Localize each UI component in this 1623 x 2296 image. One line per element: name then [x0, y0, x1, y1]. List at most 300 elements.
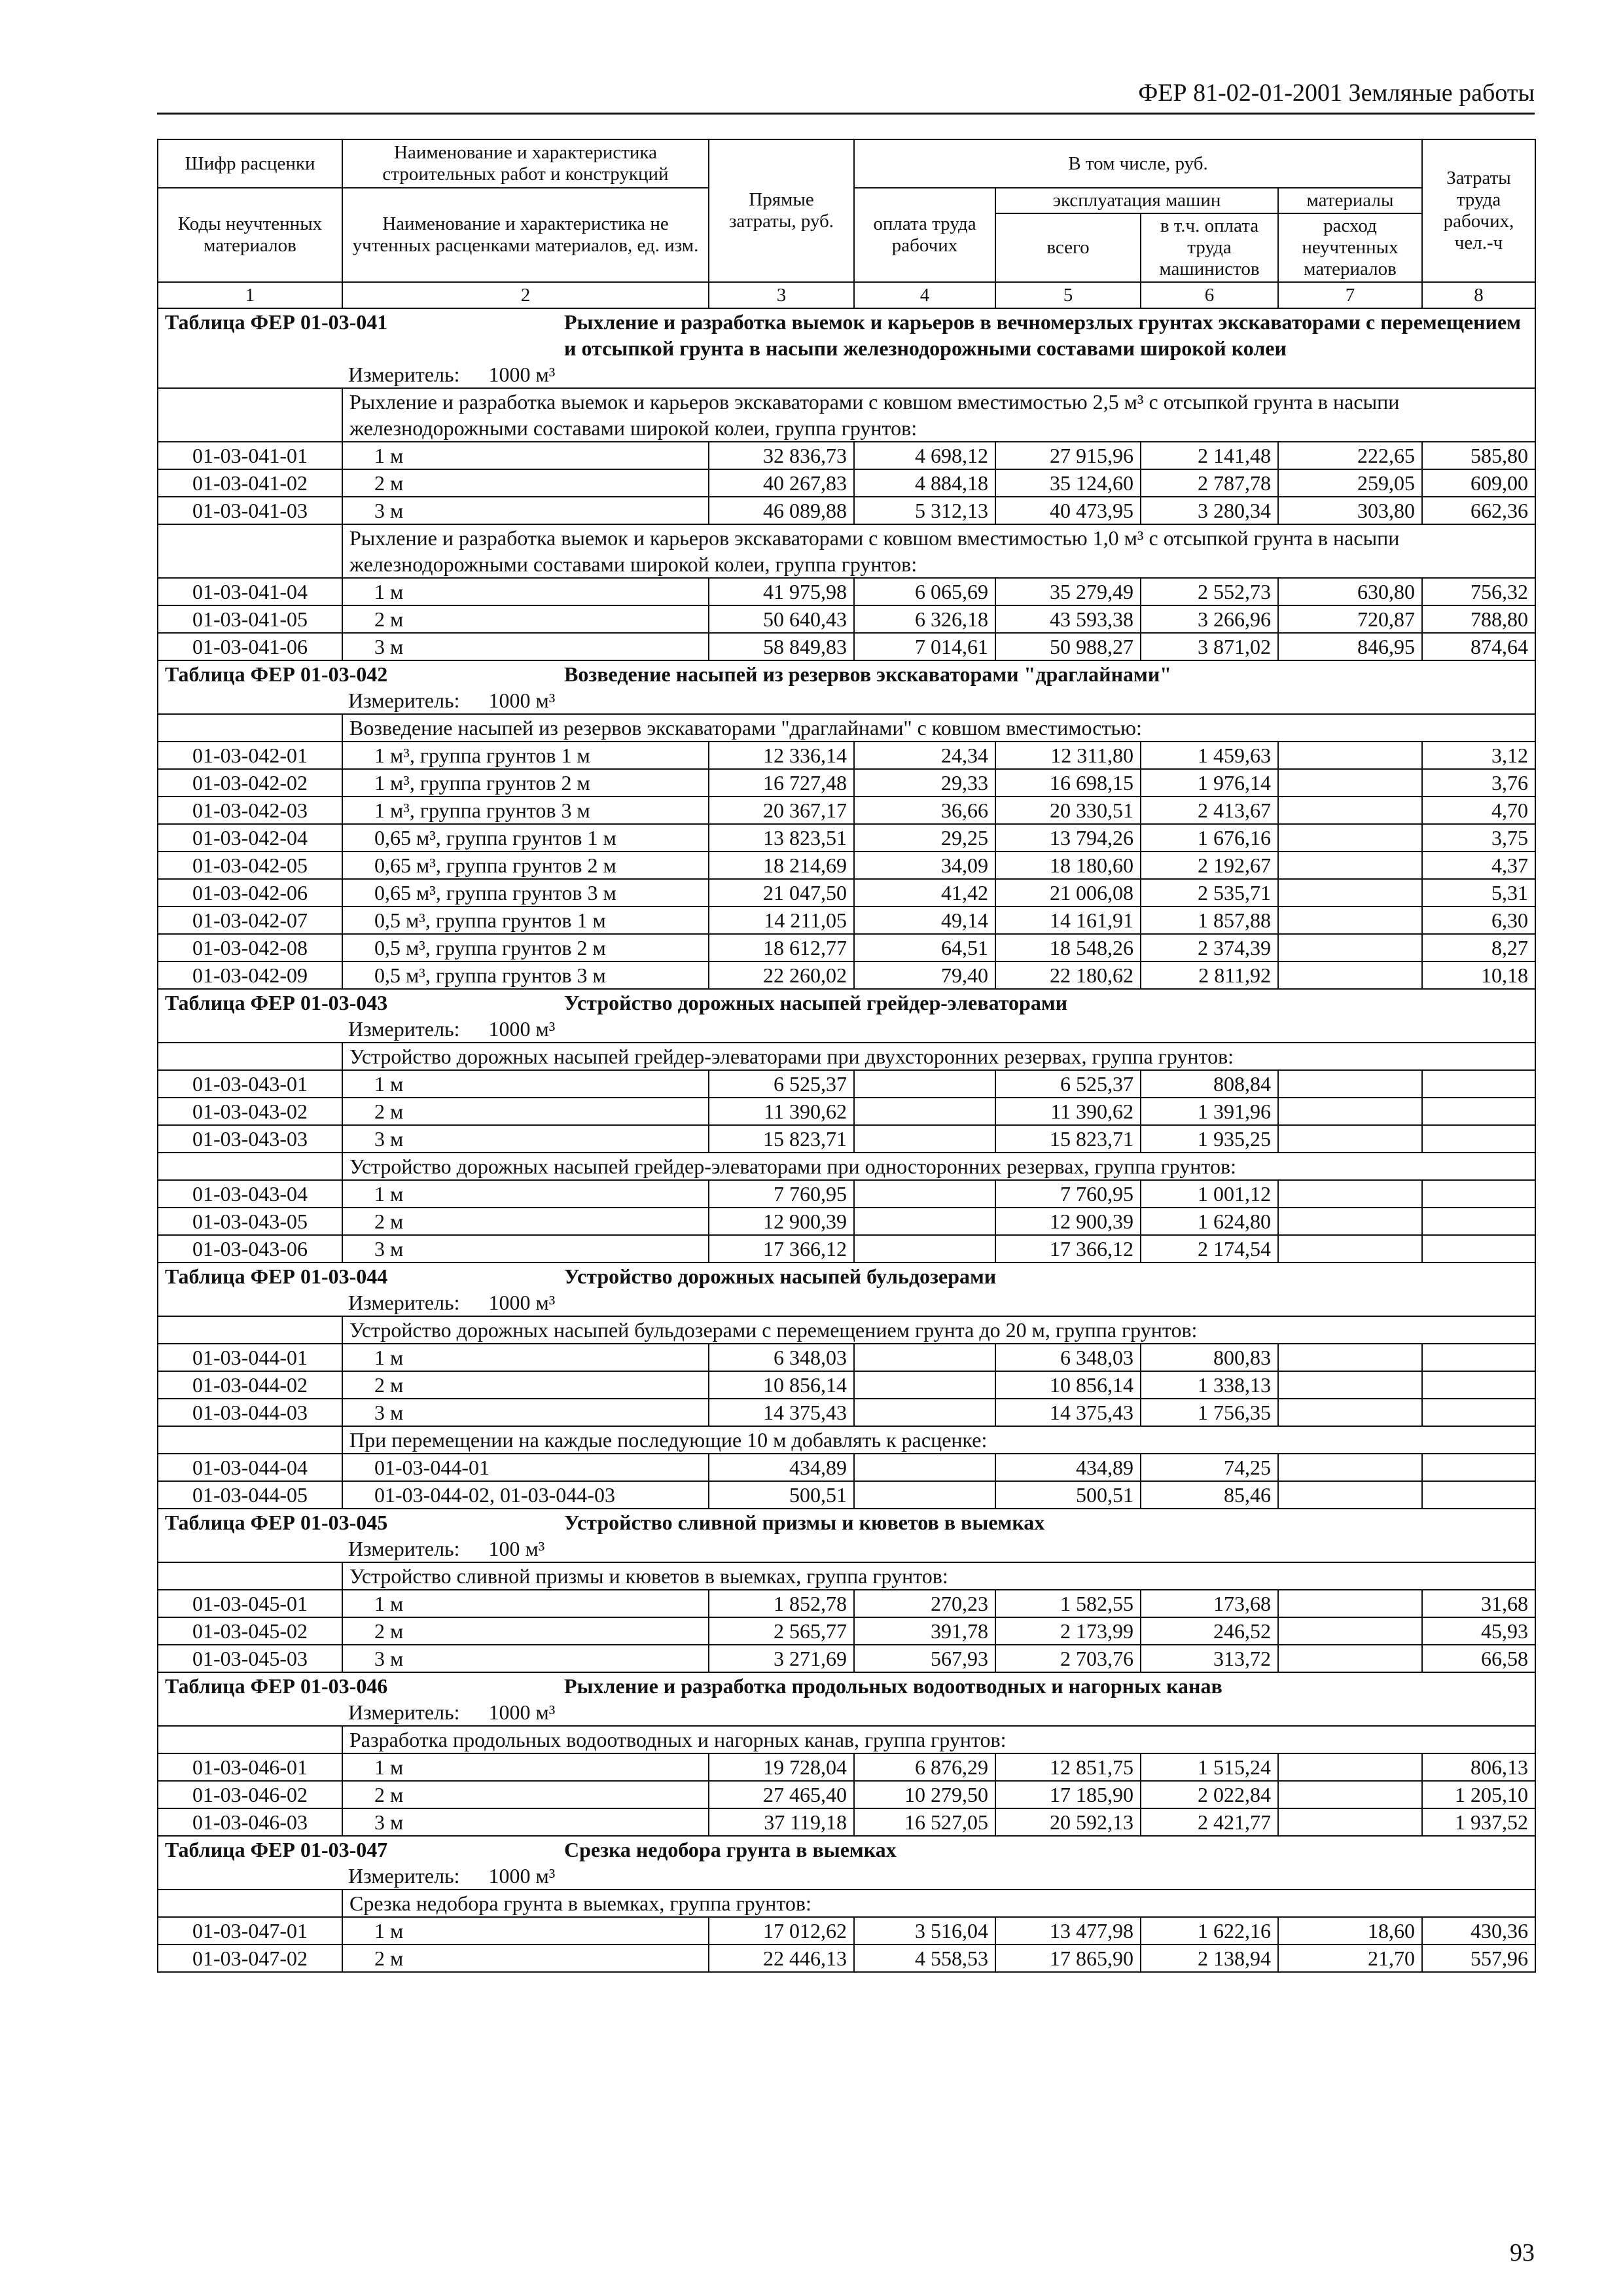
section-number: Таблица ФЕР 01-03-046 — [165, 1674, 388, 1698]
rate-name: 3 м — [342, 633, 709, 660]
unaccounted-materials — [1278, 1235, 1422, 1263]
rate-name: 0,65 м³, группа грунтов 2 м — [342, 852, 709, 879]
direct-costs: 19 728,04 — [709, 1753, 854, 1781]
machines-total: 10 856,14 — [995, 1371, 1141, 1399]
unaccounted-materials — [1278, 1481, 1422, 1509]
section-title: Устройство дорожных насыпей бульдозерами — [564, 1265, 997, 1288]
col-rate-code-header: Шифр расценки — [158, 139, 342, 188]
measure-label: Измеритель: — [348, 1017, 460, 1041]
group-description: Устройство дорожных насыпей грейдер-элеваторами при двухсторонних резервах, группа грунтов: — [342, 1043, 1535, 1070]
table-row — [158, 824, 1535, 852]
machinist-pay: 1 976,14 — [1141, 769, 1278, 797]
machinist-pay: 808,84 — [1141, 1070, 1278, 1098]
machinist-pay: 2 535,71 — [1141, 879, 1278, 906]
empty-cell — [158, 714, 342, 742]
table-row — [158, 906, 1535, 934]
machines-total: 50 988,27 — [995, 633, 1141, 660]
direct-costs: 6 525,37 — [709, 1070, 854, 1098]
machinist-pay: 313,72 — [1141, 1645, 1278, 1672]
direct-costs: 14 375,43 — [709, 1399, 854, 1426]
rate-code: 01-03-043-05 — [158, 1208, 342, 1235]
worker-pay: 7 014,61 — [854, 633, 995, 660]
section-heading — [165, 1263, 1528, 1289]
machinist-pay: 2 141,48 — [1141, 442, 1278, 469]
worker-pay: 36,66 — [854, 797, 995, 824]
page-number: 93 — [1510, 2239, 1535, 2267]
machines-total: 14 161,91 — [995, 906, 1141, 934]
rate-name: 3 м — [342, 1645, 709, 1672]
table-row — [158, 1125, 1535, 1153]
rate-name: 1 м — [342, 1917, 709, 1945]
machinist-pay: 1 391,96 — [1141, 1098, 1278, 1125]
worker-pay — [854, 1481, 995, 1509]
rate-code: 01-03-043-03 — [158, 1125, 342, 1153]
machinist-pay: 2 022,84 — [1141, 1781, 1278, 1808]
col-machines-total-header: всего — [995, 213, 1141, 282]
worker-pay: 16 527,05 — [854, 1808, 995, 1836]
table-row — [158, 1808, 1535, 1836]
worker-pay: 29,33 — [854, 769, 995, 797]
machinist-pay: 1 857,88 — [1141, 906, 1278, 934]
unaccounted-materials — [1278, 797, 1422, 824]
unaccounted-materials — [1278, 934, 1422, 961]
rate-code: 01-03-044-03 — [158, 1399, 342, 1426]
direct-costs: 20 367,17 — [709, 797, 854, 824]
rate-name: 3 м — [342, 1399, 709, 1426]
table-row — [158, 797, 1535, 824]
section-title: Возведение насыпей из резервов экскаваторами "драглайнами" — [564, 662, 1172, 686]
labor-costs — [1422, 1371, 1535, 1399]
unaccounted-materials — [1278, 742, 1422, 769]
measure-label: Измеритель: — [348, 689, 460, 712]
direct-costs: 12 900,39 — [709, 1208, 854, 1235]
direct-costs: 1 852,78 — [709, 1590, 854, 1617]
labor-costs: 585,80 — [1422, 442, 1535, 469]
section-title: Устройство дорожных насыпей грейдер-элеваторами — [564, 991, 1068, 1014]
labor-costs: 609,00 — [1422, 469, 1535, 497]
section-title: Устройство сливной призмы и кюветов в выемках — [564, 1511, 1045, 1534]
table-row — [158, 442, 1535, 469]
direct-costs: 37 119,18 — [709, 1808, 854, 1836]
table-row — [158, 742, 1535, 769]
direct-costs: 22 446,13 — [709, 1945, 854, 1972]
col-materials-header: материалы — [1278, 188, 1422, 213]
empty-cell — [158, 1726, 342, 1753]
measure-value: 100 м³ — [488, 1537, 545, 1560]
machinist-pay: 74,25 — [1141, 1454, 1278, 1481]
labor-costs: 788,80 — [1422, 605, 1535, 633]
rate-code: 01-03-045-02 — [158, 1617, 342, 1645]
unaccounted-materials — [1278, 769, 1422, 797]
unaccounted-materials: 720,87 — [1278, 605, 1422, 633]
direct-costs: 18 612,77 — [709, 934, 854, 961]
table-section-title — [158, 660, 1535, 714]
labor-costs: 662,36 — [1422, 497, 1535, 524]
table-section-title — [158, 989, 1535, 1043]
rate-name: 0,65 м³, группа грунтов 1 м — [342, 824, 709, 852]
direct-costs: 58 849,83 — [709, 633, 854, 660]
section-heading — [165, 1509, 1528, 1535]
empty-cell — [158, 1153, 342, 1180]
measure-unit — [165, 1016, 1528, 1042]
machinist-pay: 2 787,78 — [1141, 469, 1278, 497]
group-description: Возведение насыпей из резервов экскаваторами "драглайнами" с ковшом вместимостью: — [342, 714, 1535, 742]
rate-code: 01-03-045-03 — [158, 1645, 342, 1672]
rate-code: 01-03-047-01 — [158, 1917, 342, 1945]
machinist-pay: 800,83 — [1141, 1344, 1278, 1371]
table-section-title — [158, 1263, 1535, 1316]
rate-name: 1 м — [342, 1590, 709, 1617]
machines-total: 18 180,60 — [995, 852, 1141, 879]
machines-total: 35 279,49 — [995, 578, 1141, 605]
machinist-pay: 2 421,77 — [1141, 1808, 1278, 1836]
rate-name: 1 м — [342, 578, 709, 605]
table-row — [158, 578, 1535, 605]
unaccounted-materials — [1278, 1645, 1422, 1672]
unaccounted-materials — [1278, 879, 1422, 906]
labor-costs — [1422, 1399, 1535, 1426]
worker-pay: 64,51 — [854, 934, 995, 961]
labor-costs: 874,64 — [1422, 633, 1535, 660]
direct-costs: 12 336,14 — [709, 742, 854, 769]
machines-total: 1 582,55 — [995, 1590, 1141, 1617]
rate-code: 01-03-043-02 — [158, 1098, 342, 1125]
worker-pay: 3 516,04 — [854, 1917, 995, 1945]
rate-code: 01-03-041-06 — [158, 633, 342, 660]
measure-value: 1000 м³ — [488, 1700, 556, 1724]
unaccounted-materials — [1278, 1208, 1422, 1235]
empty-cell — [158, 1316, 342, 1344]
col-machinist-pay-header: в т.ч. оплата труда машинистов — [1141, 213, 1278, 282]
unaccounted-materials — [1278, 1590, 1422, 1617]
machinist-pay: 3 871,02 — [1141, 633, 1278, 660]
unaccounted-materials: 846,95 — [1278, 633, 1422, 660]
labor-costs — [1422, 1098, 1535, 1125]
group-description: Рыхление и разработка выемок и карьеров экскаваторами с ковшом вместимостью 2,5 м³ с отсыпкой грунта в насыпи железнодорожными составами широкой колеи, группа грунтов: — [342, 388, 1535, 442]
rate-name: 1 м — [342, 1180, 709, 1208]
section-number: Таблица ФЕР 01-03-041 — [165, 310, 388, 334]
rate-name: 0,65 м³, группа грунтов 3 м — [342, 879, 709, 906]
machines-total: 13 794,26 — [995, 824, 1141, 852]
group-description-row — [158, 524, 1535, 578]
group-description-row — [158, 1316, 1535, 1344]
unaccounted-materials — [1278, 1808, 1422, 1836]
unaccounted-materials: 222,65 — [1278, 442, 1422, 469]
col-number: 7 — [1278, 282, 1422, 308]
page-header — [157, 73, 1535, 115]
machines-total: 13 477,98 — [995, 1917, 1141, 1945]
col-material-names-header: Наименование и характеристика не учтенных расценками материалов, ед. изм. — [342, 188, 709, 282]
group-description-row — [158, 1890, 1535, 1917]
rate-code: 01-03-044-02 — [158, 1371, 342, 1399]
rate-code: 01-03-042-05 — [158, 852, 342, 879]
group-description-row — [158, 1153, 1535, 1180]
worker-pay: 4 558,53 — [854, 1945, 995, 1972]
measure-unit — [165, 1699, 1528, 1725]
labor-costs: 1 937,52 — [1422, 1808, 1535, 1836]
machines-total: 21 006,08 — [995, 879, 1141, 906]
measure-label: Измеритель: — [348, 1537, 460, 1560]
table-row — [158, 469, 1535, 497]
rate-name: 3 м — [342, 1808, 709, 1836]
table-section-title — [158, 1509, 1535, 1562]
measure-unit — [165, 1535, 1528, 1562]
measure-label: Измеритель: — [348, 1864, 460, 1888]
labor-costs — [1422, 1125, 1535, 1153]
direct-costs: 32 836,73 — [709, 442, 854, 469]
direct-costs: 46 089,88 — [709, 497, 854, 524]
labor-costs — [1422, 1454, 1535, 1481]
table-row — [158, 934, 1535, 961]
col-number: 1 — [158, 282, 342, 308]
rate-code: 01-03-043-01 — [158, 1070, 342, 1098]
table-row — [158, 879, 1535, 906]
column-numbers-row — [158, 282, 1535, 308]
worker-pay: 5 312,13 — [854, 497, 995, 524]
worker-pay: 49,14 — [854, 906, 995, 934]
rate-code: 01-03-044-04 — [158, 1454, 342, 1481]
empty-cell — [158, 1562, 342, 1590]
unaccounted-materials — [1278, 1125, 1422, 1153]
group-description-row — [158, 714, 1535, 742]
rate-name: 0,5 м³, группа грунтов 3 м — [342, 961, 709, 989]
rate-name: 2 м — [342, 1098, 709, 1125]
worker-pay: 29,25 — [854, 824, 995, 852]
unaccounted-materials: 630,80 — [1278, 578, 1422, 605]
table-row — [158, 1235, 1535, 1263]
rate-code: 01-03-042-06 — [158, 879, 342, 906]
machinist-pay: 2 138,94 — [1141, 1945, 1278, 1972]
worker-pay: 6 326,18 — [854, 605, 995, 633]
rate-code: 01-03-042-04 — [158, 824, 342, 852]
machinist-pay: 1 622,16 — [1141, 1917, 1278, 1945]
machinist-pay: 2 413,67 — [1141, 797, 1278, 824]
machines-total: 6 525,37 — [995, 1070, 1141, 1098]
unaccounted-materials — [1278, 1371, 1422, 1399]
machinist-pay: 2 374,39 — [1141, 934, 1278, 961]
rate-code: 01-03-042-08 — [158, 934, 342, 961]
empty-cell — [158, 1890, 342, 1917]
col-number: 5 — [995, 282, 1141, 308]
machines-total: 12 311,80 — [995, 742, 1141, 769]
direct-costs: 10 856,14 — [709, 1371, 854, 1399]
worker-pay: 6 876,29 — [854, 1753, 995, 1781]
table-row — [158, 1590, 1535, 1617]
table-section-title — [158, 308, 1535, 388]
direct-costs: 6 348,03 — [709, 1344, 854, 1371]
rate-name: 2 м — [342, 1617, 709, 1645]
rate-name: 2 м — [342, 1945, 709, 1972]
labor-costs — [1422, 1180, 1535, 1208]
measure-value: 1000 м³ — [488, 1017, 556, 1041]
worker-pay — [854, 1098, 995, 1125]
rate-code: 01-03-046-01 — [158, 1753, 342, 1781]
measure-label: Измеритель: — [348, 1291, 460, 1314]
labor-costs — [1422, 1235, 1535, 1263]
rate-name: 2 м — [342, 605, 709, 633]
col-material-codes-header: Коды неучтенных материалов — [158, 188, 342, 282]
table-section-title — [158, 1672, 1535, 1726]
machines-total: 35 124,60 — [995, 469, 1141, 497]
table-row — [158, 1371, 1535, 1399]
machines-total: 17 366,12 — [995, 1235, 1141, 1263]
table-row — [158, 1481, 1535, 1509]
machinist-pay: 85,46 — [1141, 1481, 1278, 1509]
table-row — [158, 1070, 1535, 1098]
rate-code: 01-03-043-06 — [158, 1235, 342, 1263]
table-row — [158, 1645, 1535, 1672]
rate-name: 2 м — [342, 1781, 709, 1808]
worker-pay — [854, 1371, 995, 1399]
rate-code: 01-03-041-02 — [158, 469, 342, 497]
rate-name: 01-03-044-02, 01-03-044-03 — [342, 1481, 709, 1509]
machines-total: 40 473,95 — [995, 497, 1141, 524]
machinist-pay: 2 811,92 — [1141, 961, 1278, 989]
machinist-pay: 173,68 — [1141, 1590, 1278, 1617]
direct-costs: 14 211,05 — [709, 906, 854, 934]
rate-code: 01-03-044-05 — [158, 1481, 342, 1509]
measure-unit — [165, 1289, 1528, 1316]
unaccounted-materials — [1278, 1180, 1422, 1208]
rate-code: 01-03-041-04 — [158, 578, 342, 605]
worker-pay: 10 279,50 — [854, 1781, 995, 1808]
worker-pay — [854, 1208, 995, 1235]
worker-pay: 41,42 — [854, 879, 995, 906]
direct-costs: 2 565,77 — [709, 1617, 854, 1645]
unaccounted-materials — [1278, 1617, 1422, 1645]
machines-total: 2 703,76 — [995, 1645, 1141, 1672]
document-title: ФЕР 81-02-01-2001 Земляные работы — [1138, 79, 1535, 107]
rate-code: 01-03-041-03 — [158, 497, 342, 524]
labor-costs — [1422, 1208, 1535, 1235]
section-heading — [165, 1673, 1528, 1699]
direct-costs: 15 823,71 — [709, 1125, 854, 1153]
section-title: Срезка недобора грунта в выемках — [564, 1838, 897, 1861]
worker-pay — [854, 1454, 995, 1481]
col-machines-header: эксплуатация машин — [995, 188, 1278, 213]
unaccounted-materials — [1278, 852, 1422, 879]
group-description-row — [158, 1043, 1535, 1070]
table-row — [158, 961, 1535, 989]
direct-costs: 40 267,83 — [709, 469, 854, 497]
worker-pay — [854, 1125, 995, 1153]
machinist-pay: 1 676,16 — [1141, 824, 1278, 852]
labor-costs: 806,13 — [1422, 1753, 1535, 1781]
unaccounted-materials — [1278, 1753, 1422, 1781]
rate-name: 1 м — [342, 1344, 709, 1371]
machinist-pay: 1 001,12 — [1141, 1180, 1278, 1208]
section-title: Рыхление и разработка продольных водоотводных и нагорных канав — [564, 1674, 1222, 1698]
col-number: 3 — [709, 282, 854, 308]
group-description-row — [158, 388, 1535, 442]
measure-unit — [165, 1863, 1528, 1889]
labor-costs: 45,93 — [1422, 1617, 1535, 1645]
machines-total: 18 548,26 — [995, 934, 1141, 961]
measure-value: 1000 м³ — [488, 1864, 556, 1888]
col-worker-pay-header: оплата труда рабочих — [854, 188, 995, 282]
direct-costs: 50 640,43 — [709, 605, 854, 633]
worker-pay — [854, 1070, 995, 1098]
group-description: Устройство дорожных насыпей бульдозерами с перемещением грунта до 20 м, группа грунтов: — [342, 1316, 1535, 1344]
rate-code: 01-03-041-05 — [158, 605, 342, 633]
rate-name: 1 м — [342, 1070, 709, 1098]
unaccounted-materials — [1278, 961, 1422, 989]
rate-code: 01-03-042-02 — [158, 769, 342, 797]
rate-code: 01-03-045-01 — [158, 1590, 342, 1617]
rate-code: 01-03-042-09 — [158, 961, 342, 989]
table-row — [158, 1753, 1535, 1781]
worker-pay: 4 698,12 — [854, 442, 995, 469]
machines-total: 12 851,75 — [995, 1753, 1141, 1781]
rate-code: 01-03-041-01 — [158, 442, 342, 469]
rate-name: 2 м — [342, 1208, 709, 1235]
empty-cell — [158, 1426, 342, 1454]
group-description: Рыхление и разработка выемок и карьеров экскаваторами с ковшом вместимостью 1,0 м³ с отсыпкой грунта в насыпи железнодорожными составами широкой колеи, группа грунтов: — [342, 524, 1535, 578]
table-row — [158, 769, 1535, 797]
direct-costs: 3 271,69 — [709, 1645, 854, 1672]
unaccounted-materials: 18,60 — [1278, 1917, 1422, 1945]
direct-costs: 16 727,48 — [709, 769, 854, 797]
worker-pay — [854, 1180, 995, 1208]
rate-name: 1 м — [342, 442, 709, 469]
rate-name: 2 м — [342, 1371, 709, 1399]
worker-pay — [854, 1399, 995, 1426]
col-direct-costs-header: Прямые затраты, руб. — [709, 139, 854, 282]
col-work-name-header: Наименование и характеристика строительных работ и конструкций — [342, 139, 709, 188]
labor-costs: 3,75 — [1422, 824, 1535, 852]
rate-name: 3 м — [342, 1235, 709, 1263]
labor-costs — [1422, 1070, 1535, 1098]
rate-name: 3 м — [342, 1125, 709, 1153]
measure-label: Измеритель: — [348, 363, 460, 386]
table-row — [158, 1617, 1535, 1645]
worker-pay — [854, 1344, 995, 1371]
section-heading — [165, 1837, 1528, 1863]
col-number: 8 — [1422, 282, 1535, 308]
labor-costs — [1422, 1481, 1535, 1509]
section-title: Рыхление и разработка выемок и карьеров в вечномерзлых грунтах экскаваторами с перемещением и отсыпкой грунта в насыпи железнодорожными составами широкой колеи — [564, 310, 1521, 360]
machines-total: 15 823,71 — [995, 1125, 1141, 1153]
labor-costs: 3,76 — [1422, 769, 1535, 797]
table-body — [158, 308, 1535, 1972]
labor-costs: 66,58 — [1422, 1645, 1535, 1672]
table-row — [158, 1098, 1535, 1125]
machines-total: 17 865,90 — [995, 1945, 1141, 1972]
table-header — [158, 139, 1535, 308]
measure-value: 1000 м³ — [488, 363, 556, 386]
rate-name: 2 м — [342, 469, 709, 497]
unaccounted-materials: 21,70 — [1278, 1945, 1422, 1972]
rate-name: 1 м³, группа грунтов 2 м — [342, 769, 709, 797]
rate-code: 01-03-042-07 — [158, 906, 342, 934]
measure-unit — [165, 687, 1528, 713]
machinist-pay: 246,52 — [1141, 1617, 1278, 1645]
unaccounted-materials — [1278, 1344, 1422, 1371]
col-number: 4 — [854, 282, 995, 308]
worker-pay: 4 884,18 — [854, 469, 995, 497]
machines-total: 7 760,95 — [995, 1180, 1141, 1208]
table-section-title — [158, 1836, 1535, 1890]
col-unaccounted-materials-header: расход неучтенных материалов — [1278, 213, 1422, 282]
direct-costs: 17 012,62 — [709, 1917, 854, 1945]
machines-total: 17 185,90 — [995, 1781, 1141, 1808]
unaccounted-materials — [1278, 906, 1422, 934]
worker-pay — [854, 1235, 995, 1263]
unaccounted-materials — [1278, 1070, 1422, 1098]
table-row — [158, 1917, 1535, 1945]
col-labor-costs-header: Затраты труда рабочих, чел.-ч — [1422, 139, 1535, 282]
machines-total: 2 173,99 — [995, 1617, 1141, 1645]
